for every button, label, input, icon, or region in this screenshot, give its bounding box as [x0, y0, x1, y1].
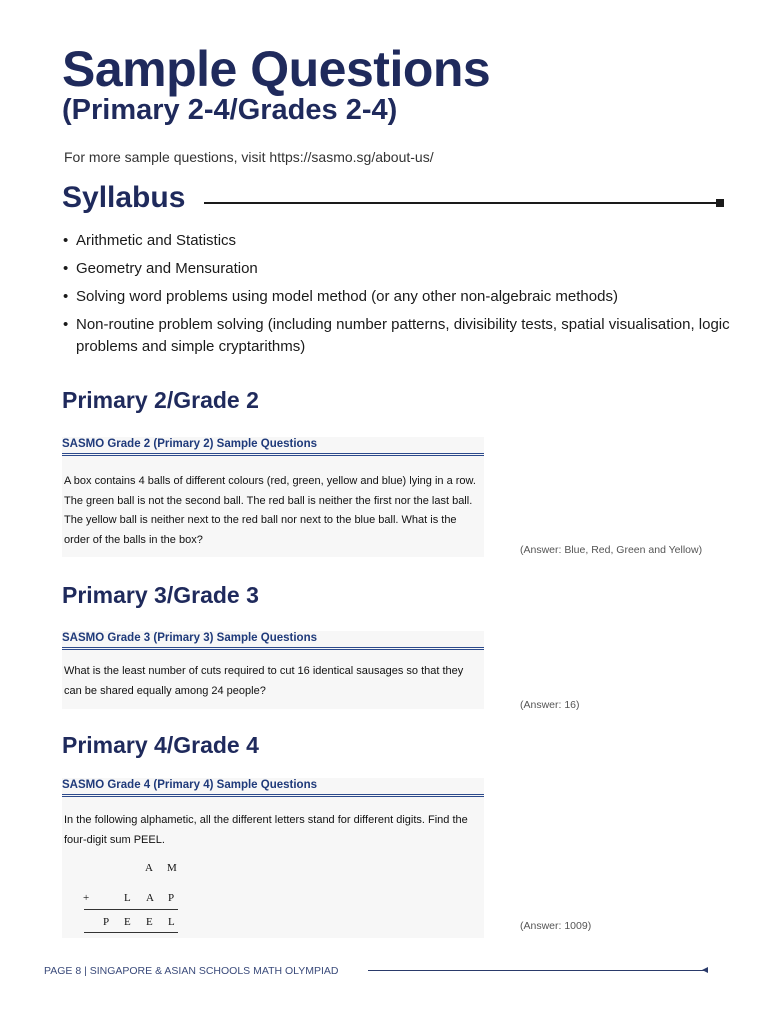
cryptarithm-digit: L — [124, 892, 131, 904]
cryptarithm-digit: A — [145, 862, 153, 874]
question-box-title: SASMO Grade 3 (Primary 3) Sample Questions — [62, 632, 317, 644]
question-box-title: SASMO Grade 4 (Primary 4) Sample Questions — [62, 779, 317, 791]
cryptarithm-digit: E — [146, 916, 153, 928]
syllabus-item: • Non-routine problem solving (including number patterns, divisibility tests, spatial visualisation, logic problems and simple cryptarithms) — [62, 314, 742, 358]
cryptarithm-plus: + — [83, 892, 90, 904]
footer-arrow-icon — [702, 967, 708, 973]
question-text: In the following alphametic, all the different letters stand for different digits. Find the four-digit sum PEEL. — [64, 814, 468, 846]
answer-primary-3: (Answer: 16) — [520, 699, 580, 711]
section-heading-primary-4: Primary 4/Grade 4 — [62, 732, 259, 758]
page-footer: PAGE 8 | SINGAPORE & ASIAN SCHOOLS MATH OLYMPIAD — [44, 965, 339, 977]
syllabus-item: • Solving word problems using model method (or any other non-algebraic methods) — [62, 286, 742, 308]
cryptarithm-digit: P — [168, 892, 175, 904]
syllabus-item: • Arithmetic and Statistics — [62, 230, 742, 252]
question-box-primary-3 — [62, 631, 484, 709]
answer-primary-4: (Answer: 1009) — [520, 920, 592, 932]
cryptarithm-digit: M — [167, 862, 177, 874]
syllabus-divider-end — [716, 199, 724, 207]
syllabus-heading: Syllabus — [62, 181, 186, 214]
cryptarithm-digit: E — [124, 916, 131, 928]
cryptarithm — [80, 862, 190, 934]
syllabus-divider — [204, 202, 718, 204]
footer-rule — [368, 970, 704, 971]
question-box-title: SASMO Grade 2 (Primary 2) Sample Questions — [62, 438, 317, 450]
question-box-primary-2 — [62, 437, 484, 557]
cryptarithm-sum-line — [84, 909, 178, 910]
cryptarithm-bottom-line — [84, 932, 178, 933]
visit-link-text: For more sample questions, visit https://sasmo.sg/about-us/ — [64, 149, 434, 165]
answer-primary-2: (Answer: Blue, Red, Green and Yellow) — [520, 544, 703, 556]
question-text: A box contains 4 balls of different colours (red, green, yellow and blue) lying in a row. The green ball is not the second ball. The red ball is neither the first nor the last ball. The yellow ball is neither next to the red ball nor next to the blue ball. What is the order of the balls in the box? — [64, 475, 476, 546]
question-text: What is the least number of cuts required to cut 16 identical sausages so that they can be shared equally among 24 people? — [64, 665, 464, 697]
page-title: Sample Questions — [62, 41, 491, 97]
page-subtitle: (Primary 2-4/Grades 2-4) — [62, 94, 398, 126]
section-heading-primary-3: Primary 3/Grade 3 — [62, 582, 259, 608]
cryptarithm-digit: A — [146, 892, 154, 904]
syllabus-item: • Geometry and Mensuration — [62, 258, 742, 280]
syllabus-list — [62, 230, 742, 364]
cryptarithm-digit: P — [103, 916, 110, 928]
section-heading-primary-2: Primary 2/Grade 2 — [62, 387, 259, 413]
cryptarithm-digit: L — [168, 916, 175, 928]
